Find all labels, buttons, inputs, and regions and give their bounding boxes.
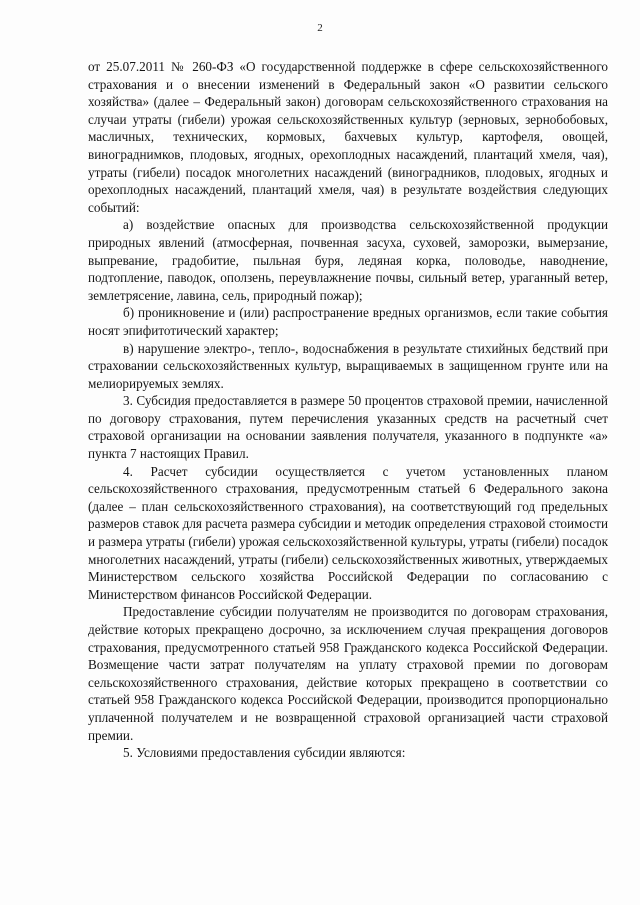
page-number: 2: [317, 22, 323, 34]
paragraph-section-4: 4. Расчет субсидии осуществляется с учетом установленных планом сельскохозяйственного страхования, предусмотренным статьей 6 Федерального закона (далее – план сельскохозяйственного страхования), на соответствующий год предельных размеров ставок для расчета размера субсидии и методик определения страховой стоимости и размера утраты (гибели) урожая сельскохозяйственной культуры, утраты (гибели) посадок многолетних насаждений, утраты (гибели) сельскохозяйственных животных, утверждаемых Министерством сельского хозяйства Российской Федерации по согласованию с Министерством финансов Российской Федерации.: [88, 463, 608, 602]
document-body: [88, 58, 608, 762]
paragraph-termination-rules: Предоставление субсидии получателям не производится по договорам страхования, действие которых прекращено досрочно, за исключением случая прекращения договоров страхования, предусмотренного статьей 958 Гражданского кодекса Российской Федерации. Возмещение части затрат получателям на уплату страховой премии по договорам сельскохозяйственного страхования, действие которых прекращено в соответствии со статьей 958 Гражданского кодекса Российской Федерации, производится пропорционально уплаченной получателем и не возвращенной страховой организацией части страховой премии.: [88, 604, 608, 743]
paragraph-item-v: в) нарушение электро-, тепло-, водоснабжения в результате стихийных бедствий при страховании сельскохозяйственных культур, выращиваемых в защищенном грунте или на мелиорируемых землях.: [88, 340, 608, 391]
paragraph-intro-continued: от 25.07.2011 № 260-ФЗ «О государственной поддержке в сфере сельскохозяйственного страхования и о внесении изменений в Федеральный закон «О развитии сельского хозяйства» (далее – Федеральный закон) договорам сельскохозяйственного страхования на случаи утраты (гибели) урожая сельскохозяйственных культур (зерновых, зернобобовых, масличных, технических, кормовых, бахчевых культур, картофеля, овощей, винограднимков, плодовых, ягодных, орехоплодных насаждений, плантаций хмеля, чая), утраты (гибели) посадок многолетних насаждений (виноградников, плодовых, ягодных и орехоплодных насаждений, плантаций хмеля, чая) в результате воздействия следующих событий:: [88, 59, 608, 215]
paragraph-item-b: б) проникновение и (или) распространение вредных организмов, если такие события носят эпифитотический характер;: [88, 305, 608, 338]
paragraph-section-5: 5. Условиями предоставления субсидии являются:: [123, 745, 406, 761]
paragraph-section-3: 3. Субсидия предоставляется в размере 50 процентов страховой премии, начисленной по договору страхования, путем перечисления указанных средств на расчетный счет страховой организации на основании заявления получателя, указанного в подпункте «а» пункта 7 настоящих Правил.: [88, 393, 608, 462]
paragraph-item-a: а) воздействие опасных для производства сельскохозяйственной продукции природных явлений (атмосферная, почвенная засуха, суховей, заморозки, вымерзание, выпревание, градобитие, пыльная буря, ледяная корка, половодье, наводнение, подтопление, паводок, оползень, переувлажнение почвы, сильный ветер, ураганный ветер, землетрясение, лавина, сель, природный пожар);: [88, 217, 608, 303]
